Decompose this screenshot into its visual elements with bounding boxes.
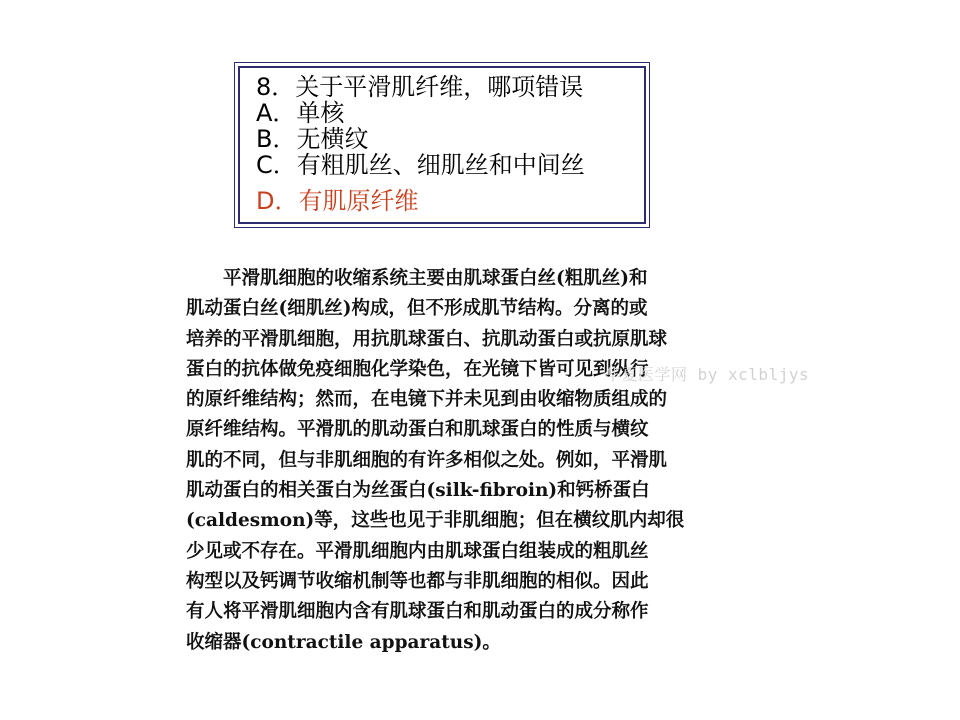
passage-line: 构型以及钙调节收缩机制等也都与非肌细胞的相似。因此 bbox=[186, 570, 649, 592]
passage-line: 肌动蛋白丝(细肌丝)构成，但不形成肌节结构。分离的或 bbox=[186, 298, 648, 320]
question-box-inner bbox=[238, 66, 646, 224]
option-d-answer: D．有肌原纤维 bbox=[256, 187, 419, 215]
passage-line: (caldesmon)等，这些也见于非肌细胞；但在横纹肌内却很 bbox=[186, 510, 685, 532]
passage-line: 有人将平滑肌细胞内含有肌球蛋白和肌动蛋白的成分称作 bbox=[186, 601, 649, 623]
question-stem: 8．关于平滑肌纤维，哪项错误 bbox=[256, 73, 584, 101]
passage-line: 肌的不同，但与非肌细胞的有许多相似之处。例如，平滑肌 bbox=[186, 449, 668, 471]
passage-line: 培养的平滑肌细胞，用抗肌球蛋白、抗肌动蛋白或抗原肌球 bbox=[186, 328, 668, 350]
option-c: C．有粗肌丝、细肌丝和中间丝 bbox=[256, 151, 585, 179]
passage-line: 的原纤维结构；然而，在电镜下并未见到由收缩物质组成的 bbox=[186, 389, 668, 411]
question-box bbox=[234, 62, 650, 228]
passage-line: 收缩器(contractile apparatus)。 bbox=[186, 631, 501, 653]
passage-line: 少见或不存在。平滑肌细胞内由肌球蛋白组装成的粗肌丝 bbox=[186, 540, 649, 562]
explanation-passage bbox=[186, 264, 706, 658]
passage-line: 蛋白的抗体做免疫细胞化学染色，在光镜下皆可见到纵行 bbox=[186, 358, 649, 380]
watermark: 华夏医学网 by xclbljys bbox=[605, 365, 810, 384]
passage-line: 肌动蛋白的相关蛋白为丝蛋白(silk-fibroin)和钙桥蛋白 bbox=[186, 480, 650, 502]
option-b: B．无横纹 bbox=[256, 125, 369, 153]
option-a: A．单核 bbox=[256, 99, 345, 127]
passage-line: 平滑肌细胞的收缩系统主要由肌球蛋白丝(粗肌丝)和 bbox=[223, 268, 648, 289]
passage-line: 原纤维结构。平滑肌的肌动蛋白和肌球蛋白的性质与横纹 bbox=[186, 419, 649, 441]
